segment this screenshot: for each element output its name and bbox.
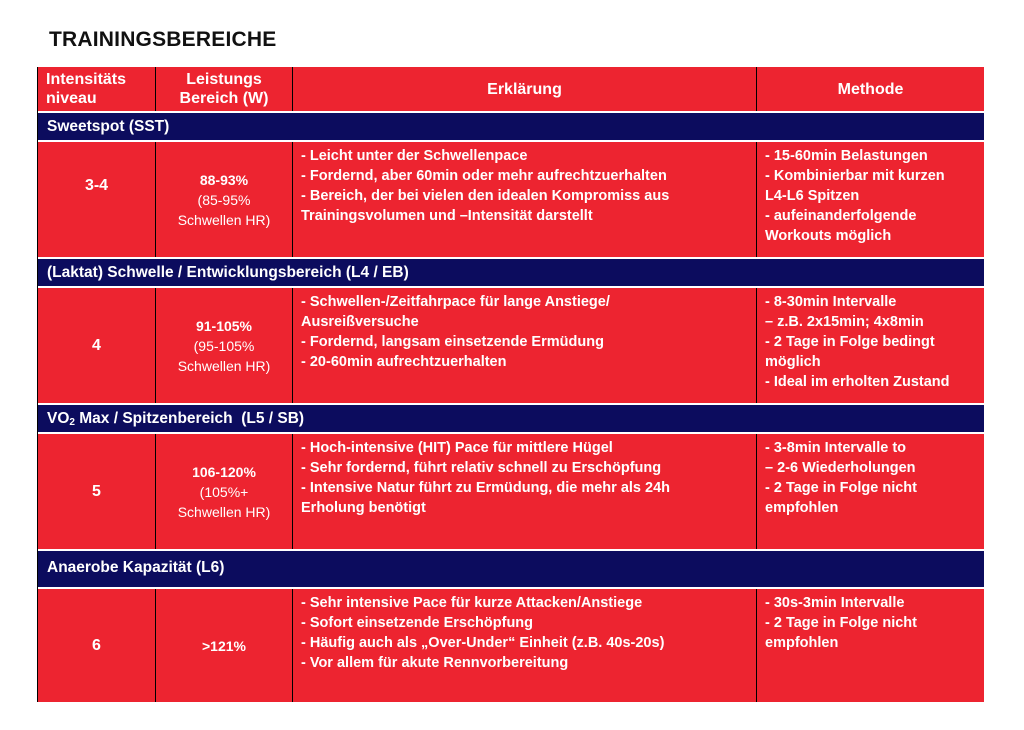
zone-explanation (293, 589, 756, 702)
explanation-line: - Hoch-intensive (HIT) Pace für mittlere Hügel (301, 440, 613, 456)
zone-level: 4 (38, 288, 155, 403)
method-line: - 2 Tage in Folge nicht (765, 615, 917, 631)
section-sweetspot: Sweetspot (SST) (38, 111, 984, 142)
method-line: möglich (765, 354, 821, 370)
zone-explanation (293, 288, 756, 403)
explanation-line: - Sehr intensive Pace für kurze Attacken/Anstiege (301, 595, 643, 611)
explanation-line: - Vor allem für akute Rennvorbereitung (301, 655, 569, 671)
header-power-line2: Bereich (W) (179, 90, 269, 107)
hr-range: (85-95% (197, 192, 251, 208)
zone-level: 5 (38, 434, 155, 549)
method-line: L4-L6 Spitzen (765, 188, 860, 204)
zone-method (757, 142, 984, 257)
method-line: - 15-60min Belastungen (765, 148, 928, 164)
zone-power (156, 142, 292, 257)
method-line: - 3-8min Intervalle to (765, 440, 907, 456)
section-anaerobic: Anaerobe Kapazität (L6) (38, 549, 984, 589)
explanation-line: - Sehr fordernd, führt relativ schnell zu Erschöpfung (301, 460, 662, 476)
header-level-line2: niveau (46, 90, 97, 107)
zone-method (757, 589, 984, 702)
explanation-line: - 20-60min aufrechtzuerhalten (301, 354, 507, 370)
section-threshold: (Laktat) Schwelle / Entwicklungsbereich (L4 / EB) (38, 257, 984, 288)
explanation-line: - Sofort einsetzende Erschöpfung (301, 615, 534, 631)
explanation-line: - Häufig auch als „Over-Under“ Einheit (z.B. 40s-20s) (301, 635, 665, 651)
header-level-line1: Intensitäts (46, 71, 127, 88)
zone-level: 3-4 (38, 142, 155, 257)
explanation-line: - Fordernd, langsam einsetzende Ermüdung (301, 334, 604, 350)
hr-label: Schwellen HR) (177, 358, 271, 374)
method-line: - 2 Tage in Folge nicht (765, 480, 917, 496)
header-explanation: Erklärung (293, 67, 756, 111)
hr-label: Schwellen HR) (177, 504, 271, 520)
method-line: – z.B. 2x15min; 4x8min (765, 314, 924, 330)
zone-power (156, 288, 292, 403)
method-line: - 2 Tage in Folge bedingt (765, 334, 935, 350)
method-line: - 8-30min Intervalle (765, 294, 897, 310)
zone-level: 6 (38, 589, 155, 702)
header-level (38, 67, 155, 111)
explanation-line: - Fordernd, aber 60min oder mehr aufrechtzuerhalten (301, 168, 667, 184)
page-title: TRAININGSBEREICHE (49, 28, 277, 51)
method-line: Workouts möglich (765, 228, 892, 244)
method-line: empfohlen (765, 500, 839, 516)
explanation-line: Trainingsvolumen und –Intensität darstellt (301, 208, 593, 224)
zone-explanation (293, 142, 756, 257)
section-subscript: 2 (69, 417, 75, 428)
power-range: 106-120% (192, 464, 256, 480)
zone-method (757, 434, 984, 549)
section-label: Max / Spitzenbereich (L5 / SB) (74, 409, 305, 427)
zone-power (156, 434, 292, 549)
header-power-line1: Leistungs (186, 71, 262, 88)
header-method: Methode (757, 67, 984, 111)
explanation-line: - Leicht unter der Schwellenpace (301, 148, 528, 164)
power-range: 88-93% (199, 172, 249, 188)
section-vo2max (38, 403, 984, 434)
explanation-line: Ausreißversuche (301, 314, 419, 330)
hr-label: Schwellen HR) (177, 212, 271, 228)
zone-method (757, 288, 984, 403)
method-line: - Kombinierbar mit kurzen (765, 168, 945, 184)
hr-range: (95-105% (193, 338, 255, 354)
explanation-line: - Intensive Natur führt zu Ermüdung, die mehr als 24h (301, 480, 670, 496)
method-line: - aufeinanderfolgende (765, 208, 917, 224)
zone-explanation (293, 434, 756, 549)
power-range: 91-105% (195, 318, 253, 334)
explanation-line: - Bereich, der bei vielen den idealen Kompromiss aus (301, 188, 670, 204)
header-power (156, 67, 292, 111)
explanation-line: Erholung benötigt (301, 500, 426, 516)
zone-power (156, 589, 292, 702)
method-line: empfohlen (765, 635, 839, 651)
method-line: – 2-6 Wiederholungen (765, 460, 916, 476)
method-line: - Ideal im erholten Zustand (765, 374, 950, 390)
hr-range: (105%+ (199, 484, 249, 500)
method-line: - 30s-3min Intervalle (765, 595, 905, 611)
training-zones-table (37, 67, 983, 702)
explanation-line: - Schwellen-/Zeitfahrpace für lange Anstiege/ (301, 294, 610, 310)
power-range: >121% (202, 637, 246, 654)
section-prefix: VO (47, 409, 70, 427)
